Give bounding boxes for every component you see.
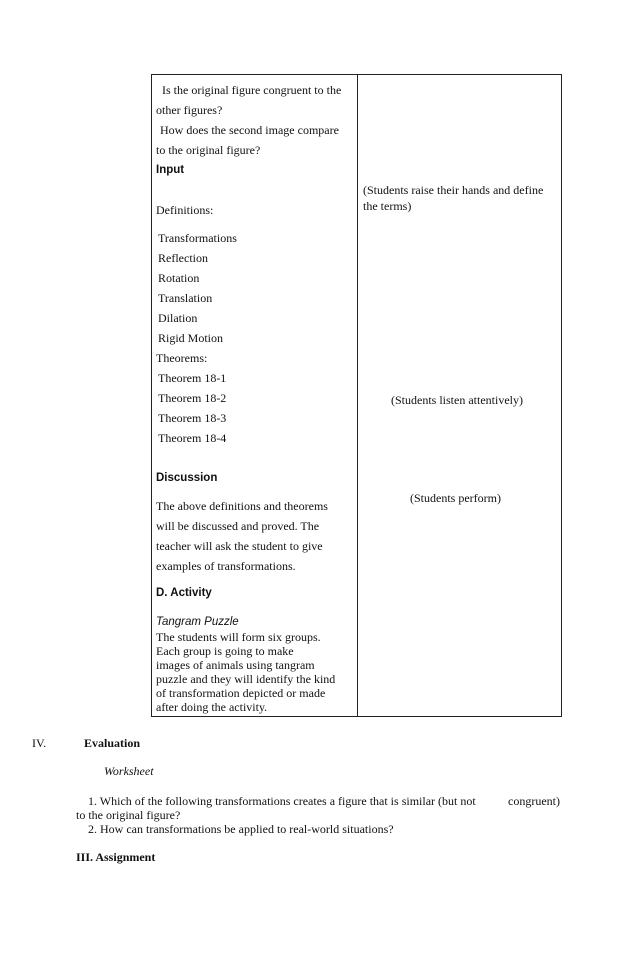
evaluation-question-2: 2. How can transformations be applied to real-world situations? [88, 822, 394, 836]
question-compare-line1: How does the second image compare [160, 123, 339, 137]
question-compare-line2: to the original figure? [156, 143, 261, 157]
activity-line: The students will form six groups. [156, 630, 321, 644]
evaluation-question-1-line2: to the original figure? [76, 808, 181, 822]
definition-item: Rigid Motion [158, 331, 224, 345]
theorem-item: Theorem 18-4 [158, 431, 227, 445]
activity-line: after doing the activity. [156, 700, 268, 714]
worksheet-label: Worksheet [104, 764, 154, 778]
evaluation-question-1-tail: congruent) [508, 794, 560, 808]
evaluation-heading: Evaluation [84, 736, 141, 750]
input-heading: Input [156, 164, 185, 176]
discussion-line: teacher will ask the student to give [156, 539, 323, 553]
evaluation-numeral: IV. [32, 736, 47, 750]
activity-line: puzzle and they will identify the kind [156, 672, 336, 686]
activity-title: Tangram Puzzle [156, 616, 239, 628]
question-congruent-line1: Is the original figure congruent to the [162, 83, 342, 97]
definitions-label: Definitions: [156, 203, 214, 217]
assignment-heading: III. Assignment [76, 850, 156, 864]
definition-item: Translation [158, 291, 213, 305]
definition-item: Reflection [158, 251, 208, 265]
definition-item: Transformations [158, 231, 237, 245]
discussion-line: will be discussed and proved. The [156, 519, 320, 533]
discussion-line: The above definitions and theorems [156, 499, 328, 513]
activity-heading: D. Activity [156, 587, 212, 599]
definition-item: Dilation [158, 311, 198, 325]
theorems-label: Theorems: [156, 351, 208, 365]
lesson-table [151, 74, 562, 717]
evaluation-question-1-line1: 1. Which of the following transformations creates a figure that is similar (but not [88, 794, 476, 808]
response-perform: (Students perform) [410, 491, 501, 505]
definition-item: Rotation [158, 271, 200, 285]
activity-line: of transformation depicted or made [156, 686, 326, 700]
discussion-line: examples of transformations. [156, 559, 296, 573]
discussion-heading: Discussion [156, 472, 218, 484]
response-listen: (Students listen attentively) [391, 393, 523, 407]
theorem-item: Theorem 18-3 [158, 411, 227, 425]
response-define-line2: the terms) [363, 199, 412, 213]
question-congruent-line2: other figures? [156, 103, 223, 117]
activity-line: images of animals using tangram [156, 658, 315, 672]
theorem-item: Theorem 18-2 [158, 391, 227, 405]
activity-line: Each group is going to make [156, 644, 294, 658]
column-divider [357, 75, 358, 716]
theorem-item: Theorem 18-1 [158, 371, 227, 385]
response-define-line1: (Students raise their hands and define [363, 183, 544, 197]
